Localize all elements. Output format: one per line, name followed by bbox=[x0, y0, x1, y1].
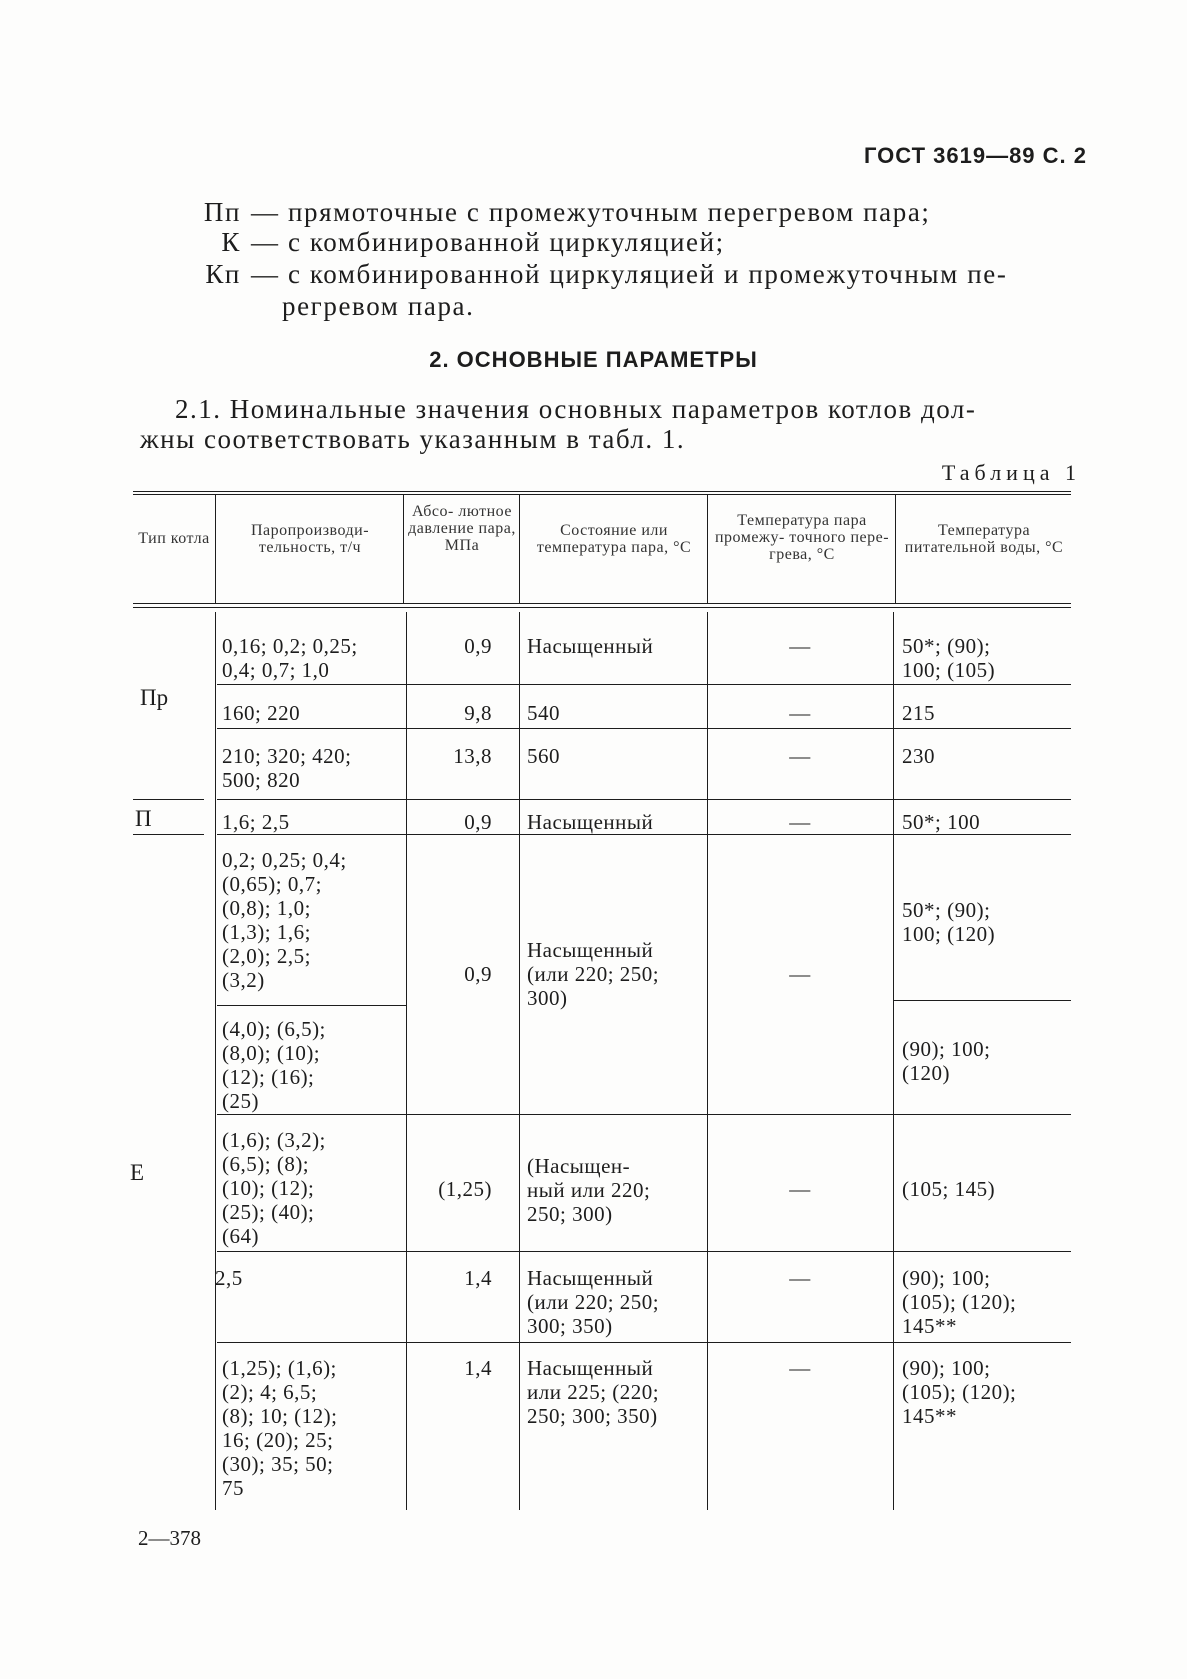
cell-pressure: 0,9 bbox=[464, 962, 492, 986]
column-line bbox=[215, 612, 216, 1510]
row-separator bbox=[133, 834, 204, 835]
definition-code: К bbox=[221, 227, 241, 257]
row-separator bbox=[133, 799, 204, 800]
cell-pressure: 0,9 bbox=[464, 810, 492, 834]
cell-feedwater: (90); 100; (120) bbox=[902, 1037, 991, 1085]
cell-feedwater: (90); 100; (105); (120); 145** bbox=[902, 1266, 1017, 1338]
column-line bbox=[519, 612, 520, 1510]
cell-state: (Насыщен- ный или 220; 250; 300) bbox=[527, 1154, 651, 1226]
cell-feedwater: (105; 145) bbox=[902, 1177, 996, 1201]
cell-reheat: — bbox=[789, 1356, 811, 1380]
cell-feedwater: (90); 100; (105); (120); 145** bbox=[902, 1356, 1017, 1428]
row-separator bbox=[217, 834, 1071, 835]
header-state: Состояние или температура пара, °С bbox=[536, 522, 692, 556]
cell-pressure: 1,4 bbox=[464, 1266, 492, 1290]
column-line bbox=[893, 612, 894, 1510]
header-feedwater: Температура питательной воды, °С bbox=[904, 522, 1064, 556]
cell-feedwater: 50*; 100 bbox=[902, 810, 981, 834]
cell-capacity: 0,2; 0,25; 0,4; (0,65); 0,7; (0,8); 1,0; (1,3); 1,6; (2,0); 2,5; (3,2) bbox=[222, 848, 347, 992]
cell-feedwater: 50*; (90); 100; (105) bbox=[902, 634, 996, 682]
cell-state: Насыщенный bbox=[527, 810, 654, 834]
cell-reheat: — bbox=[789, 962, 811, 986]
definition-text: — с комбинированной циркуляцией; bbox=[251, 227, 725, 257]
header-pressure: Абсо- лютное давление пара, МПа bbox=[408, 503, 516, 554]
header-reheat: Температура пара промежу- точного пере- грева, °С bbox=[714, 512, 890, 563]
definition-text: — с комбинированной циркуляцией и промежуточным пе- bbox=[251, 259, 1008, 289]
cell-reheat: — bbox=[789, 701, 811, 725]
cell-reheat: — bbox=[789, 1266, 811, 1290]
header-bottom-border bbox=[133, 607, 1071, 608]
cell-capacity: 210; 320; 420; 500; 820 bbox=[222, 744, 352, 792]
column-line bbox=[895, 494, 896, 603]
row-separator bbox=[217, 1005, 406, 1006]
column-line bbox=[403, 494, 404, 603]
definition-code: Кп bbox=[205, 259, 241, 289]
type-label: Пр bbox=[140, 685, 169, 710]
header-capacity: Паропроизводи- тельность, т/ч bbox=[250, 522, 370, 556]
row-separator bbox=[217, 799, 1071, 800]
cell-capacity: 0,16; 0,2; 0,25; 0,4; 0,7; 1,0 bbox=[222, 634, 358, 682]
page-header: ГОСТ 3619—89 С. 2 bbox=[863, 143, 1087, 168]
cell-state: Насыщенный или 225; (220; 250; 300; 350) bbox=[527, 1356, 660, 1428]
cell-state: Насыщенный bbox=[527, 634, 654, 658]
cell-feedwater: 50*; (90); 100; (120) bbox=[902, 898, 996, 946]
section-title: 2. ОСНОВНЫЕ ПАРАМЕТРЫ bbox=[429, 347, 758, 372]
paragraph-line: 2.1. Номинальные значения основных параметров котлов дол- bbox=[175, 394, 977, 424]
page-number: 2—378 bbox=[138, 1526, 201, 1550]
header-type: Тип котла bbox=[138, 530, 210, 547]
cell-feedwater: 230 bbox=[902, 744, 935, 768]
row-separator bbox=[217, 728, 1071, 729]
column-line bbox=[215, 494, 216, 603]
header-bottom-border bbox=[133, 603, 1071, 604]
cell-feedwater: 215 bbox=[902, 701, 935, 725]
cell-capacity: 160; 220 bbox=[222, 701, 301, 725]
paragraph-line: жны соответствовать указанным в табл. 1. bbox=[140, 424, 686, 454]
cell-reheat: — bbox=[789, 634, 811, 658]
cell-pressure: 1,4 bbox=[464, 1356, 492, 1380]
definition-text: — прямоточные с промежуточным перегревом пара; bbox=[251, 197, 931, 227]
cell-reheat: — bbox=[789, 744, 811, 768]
cell-pressure: (1,25) bbox=[438, 1177, 492, 1201]
row-separator bbox=[217, 1114, 1071, 1115]
cell-reheat: — bbox=[789, 810, 811, 834]
cell-capacity: (4,0); (6,5); (8,0); (10); (12); (16); (25) bbox=[222, 1017, 326, 1113]
type-label: П bbox=[135, 806, 152, 831]
cell-capacity: 2,5 bbox=[215, 1266, 243, 1290]
row-separator bbox=[217, 684, 1071, 685]
cell-pressure: 0,9 bbox=[464, 634, 492, 658]
cell-state: Насыщенный (или 220; 250; 300; 350) bbox=[527, 1266, 660, 1338]
column-line bbox=[519, 494, 520, 603]
table-top-border bbox=[133, 491, 1071, 492]
table-caption: Таблица 1 bbox=[941, 460, 1081, 485]
cell-capacity: 1,6; 2,5 bbox=[222, 810, 290, 834]
definition-text: регревом пара. bbox=[282, 291, 475, 321]
cell-state: Насыщенный (или 220; 250; 300) bbox=[527, 938, 660, 1010]
definition-code: Пп bbox=[203, 197, 241, 227]
cell-pressure: 9,8 bbox=[464, 701, 492, 725]
row-separator bbox=[217, 1251, 1071, 1252]
table-top-border bbox=[133, 494, 1071, 495]
row-separator bbox=[217, 1342, 1071, 1343]
row-separator bbox=[893, 1000, 1071, 1001]
cell-capacity: (1,25); (1,6); (2); 4; 6,5; (8); 10; (12); 16; (20); 25; (30); 35; 50; 75 bbox=[222, 1356, 338, 1500]
cell-reheat: — bbox=[789, 1177, 811, 1201]
cell-pressure: 13,8 bbox=[453, 744, 492, 768]
column-line bbox=[707, 494, 708, 603]
cell-capacity: (1,6); (3,2); (6,5); (8); (10); (12); (25); (40); (64) bbox=[222, 1128, 326, 1248]
cell-state: 540 bbox=[527, 701, 560, 725]
type-label: Е bbox=[130, 1160, 145, 1185]
cell-state: 560 bbox=[527, 744, 560, 768]
